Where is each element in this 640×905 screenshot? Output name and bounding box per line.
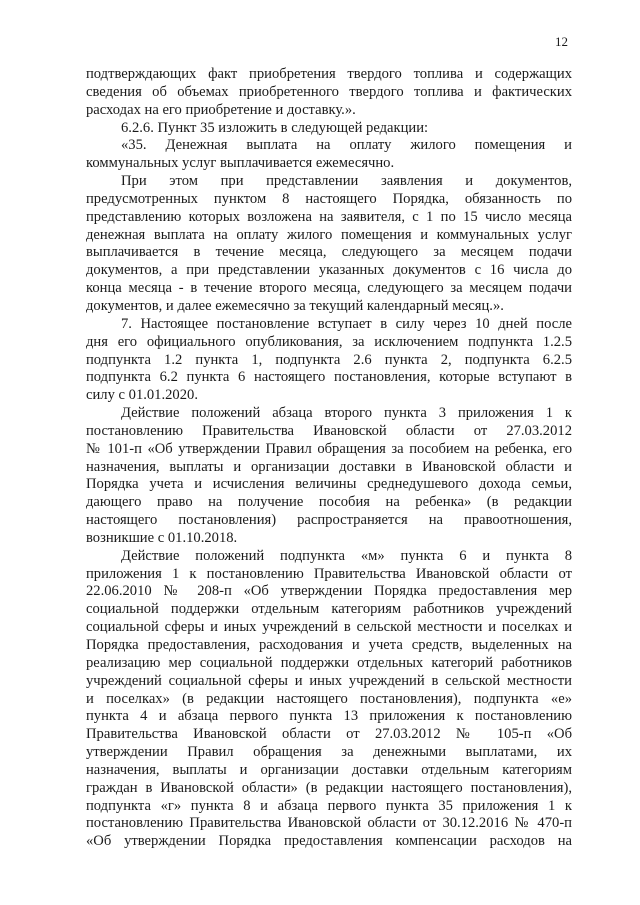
text-line: приложения 1 к постановлению Правительства Ивановской области от [86, 565, 572, 582]
text-line: и поселках» (в редакции настоящего постановления), подпункта «е» [86, 690, 572, 707]
text-line: представлению которых возложена на заявителя, с 1 по 15 число месяца [86, 208, 572, 225]
text-line: подпункта 6.2 пункта 6 настоящего постановления, которые вступают в [86, 369, 572, 386]
text-line: социальной сферы и иных учреждений в сельской местности и поселках и [86, 619, 572, 636]
text-line: возникшие с 01.10.2018. [86, 529, 238, 546]
text-line: утверждении Правил обращения за денежными выплатами, их [86, 744, 572, 761]
text-line: подпункта 1.2 пункта 1, подпункта 2.6 пункта 2, подпункта 6.2.5 [86, 351, 572, 368]
text-line: подтверждающих факт приобретения твердого топлива и содержащих [86, 66, 572, 82]
text-line: документов, и далее ежемесячно за текущий календарный месяц.». [86, 297, 504, 314]
text-line: постановлению Правительства Ивановской области от 27.03.2012 [86, 422, 572, 439]
text-line: силу с 01.01.2020. [86, 387, 198, 404]
text-line: выплачивается в течение месяца, следующего за месяцем подачи [86, 244, 572, 261]
text-line: граждан в Ивановской области» (в редакции настоящего постановления), [86, 779, 572, 796]
text-line: документов, а при представлении указанных документов с 16 числа до [86, 262, 572, 279]
text-line: предусмотренных пунктом 8 настоящего Порядка, обязанность по [86, 190, 572, 207]
text-line: денежная выплата на оплату жилого помещения и коммунальных услуг [86, 226, 572, 243]
text-line: реализацию мер социальной поддержки отдельных категорий работников [86, 654, 572, 671]
text-line: 22.06.2010 № 208-п «Об утверждении Порядка предоставления мер [86, 583, 572, 600]
text-line: коммунальных услуг выплачивается ежемесячно. [86, 155, 395, 172]
text-line: При этом при представлении заявления и документов, [121, 173, 572, 190]
text-line: подпункта «г» пункта 8 и абзаца первого пункта 35 приложения 1 к [86, 797, 572, 814]
text-line: «Об утверждении Порядка предоставления компенсации расходов на [86, 833, 572, 850]
text-line: Порядка учета и исчисления величины среднедушевого дохода семьи, [86, 476, 572, 493]
text-line: 7. Настоящее постановление вступает в силу через 10 дней после [121, 315, 572, 332]
page-number: 12 [555, 34, 568, 49]
text-line: 6.2.6. Пункт 35 изложить в следующей редакции: [121, 119, 429, 136]
text-line: дающего право на получение пособия на ребенка» (в редакции [86, 494, 572, 511]
text-line: Действие положений абзаца второго пункта 3 приложения 1 к [121, 405, 572, 422]
text-line: расходах на его приобретение и доставку.». [86, 101, 356, 118]
text-line: социальной поддержки отдельным категориям работников учреждений [86, 601, 572, 618]
text-line: постановлению Правительства Ивановской области от 30.12.2016 № 470-п [86, 815, 572, 832]
text-line: пункта 4 и абзаца первого пункта 13 приложения к постановлению [86, 708, 572, 725]
text-line: сведения об объемах приобретенного твердого топлива и фактических [86, 83, 572, 100]
text-line: назначения, выплаты и организации доставки отдельным категориям [86, 761, 572, 778]
text-line: учреждений социальной сферы и иных учреждений в сельской местности [86, 672, 572, 689]
text-line: Действие положений подпункта «м» пункта 6 и пункта 8 [121, 547, 572, 564]
text-line: Порядка предоставления, расходования и учета средств, выделенных на [86, 637, 572, 653]
text-line: настоящего постановления) распространяется на правоотношения, [86, 512, 572, 529]
document-body [86, 66, 572, 851]
text-line: конца месяца - в течение второго месяца, следующего за месяцем подачи [86, 280, 572, 297]
text-line: назначения, выплаты и организации доставки в Ивановской области и [86, 458, 572, 475]
text-line: Правительства Ивановской области от 27.03.2012 № 105-п «Об [86, 726, 572, 743]
text-line: дня его официального опубликования, за исключением подпункта 1.2.5 [86, 333, 572, 350]
text-line: № 101-п «Об утверждении Правил обращения за пособием на ребенка, его [86, 440, 572, 457]
text-line: «35. Денежная выплата на оплату жилого помещения и [121, 137, 572, 154]
